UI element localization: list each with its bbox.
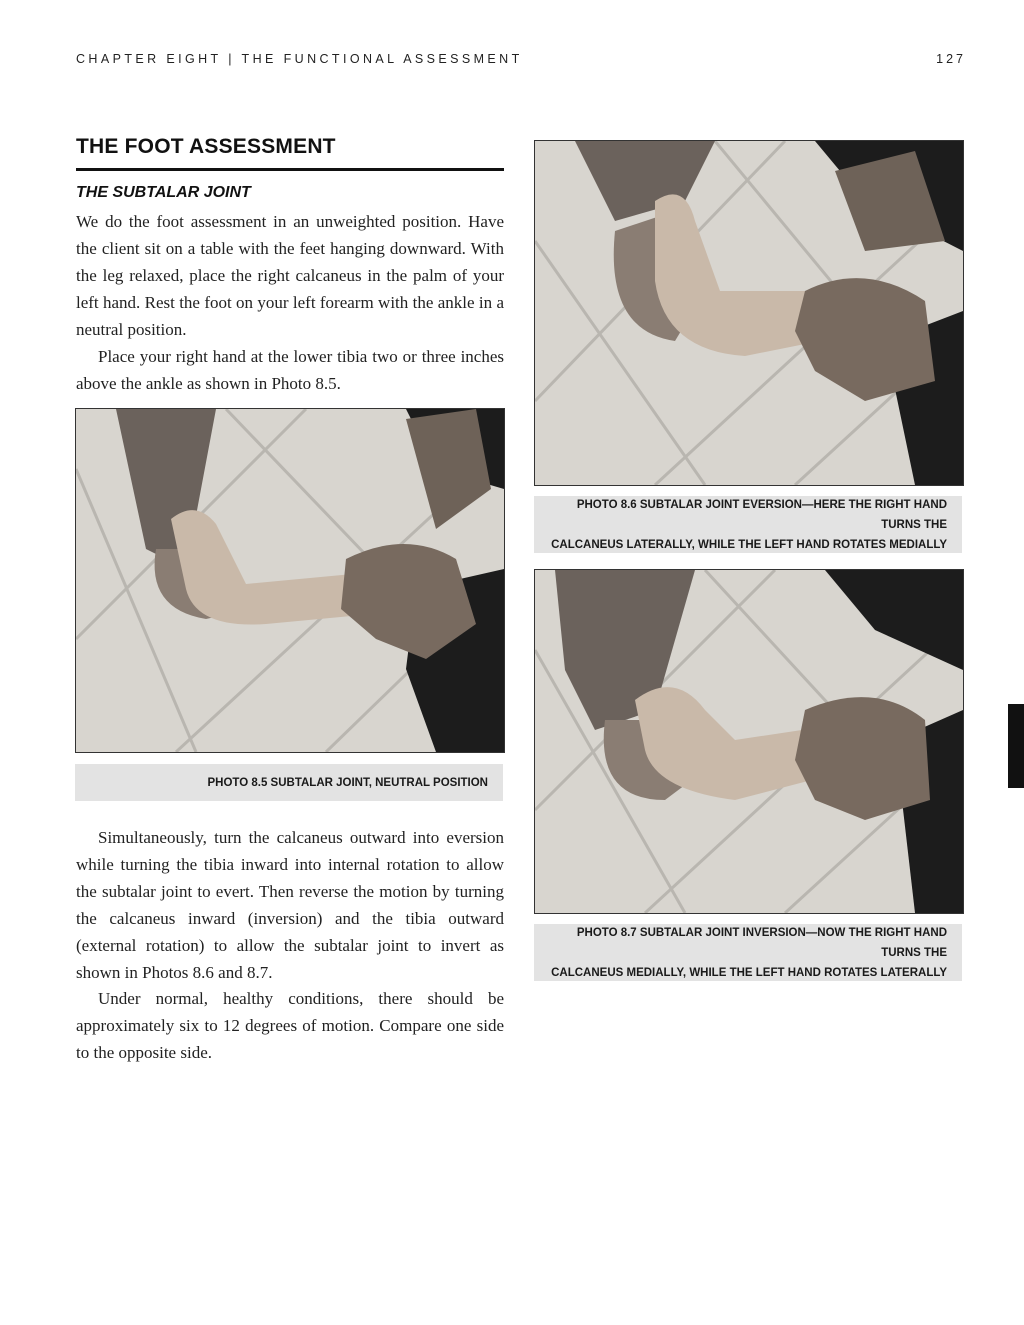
photo-8-7 bbox=[534, 569, 964, 914]
paragraph-3: Simultaneously, turn the calcaneus outward into eversion while turning the tibia inward into internal rotation to allow the subtalar joint to evert. Then reverse the motion by turning the calcaneus inward (inversion) and the tibia outward (external rotation) to allow the subtalar joint to invert as shown in Photos 8.6 and 8.7. bbox=[76, 828, 504, 982]
running-head bbox=[76, 52, 966, 70]
caption-8-7 bbox=[534, 924, 962, 981]
caption-8-7-line-2: CALCANEUS MEDIALLY, WHILE THE LEFT HAND ROTATES LATERALLY bbox=[551, 966, 947, 979]
paragraph-4: Under normal, healthy conditions, there should be approximately six to 12 degrees of motion. Compare one side to the opposite side. bbox=[76, 989, 504, 1062]
chapter-thumb-tab bbox=[1008, 704, 1024, 788]
caption-8-6 bbox=[534, 496, 962, 553]
photo-8-5 bbox=[75, 408, 505, 753]
caption-8-6-line-1: PHOTO 8.6 SUBTALAR JOINT EVERSION—HERE THE RIGHT HAND TURNS THE bbox=[576, 498, 947, 531]
photo-hands-holding-foot-inversion-icon bbox=[535, 570, 963, 913]
subsection-title: THE SUBTALAR JOINT bbox=[76, 184, 251, 201]
section-title: THE FOOT ASSESSMENT bbox=[76, 134, 504, 171]
paragraph-1: We do the foot assessment in an unweighted position. Have the client sit on a table with the feet hanging downward. With the leg relaxed, place the right calcaneus in the palm of your left hand. Rest the foot on your left forearm with the ankle in a neutral position. bbox=[76, 212, 504, 339]
paragraph-2: Place your right hand at the lower tibia two or three inches above the ankle as shown in Photo 8.5. bbox=[76, 347, 504, 393]
caption-8-5-line: PHOTO 8.5 SUBTALAR JOINT, NEUTRAL POSITION bbox=[207, 776, 488, 789]
photo-hands-holding-foot-eversion-icon bbox=[535, 141, 963, 485]
photo-hands-holding-foot-neutral-icon bbox=[76, 409, 504, 752]
caption-8-7-line-1: PHOTO 8.7 SUBTALAR JOINT INVERSION—NOW THE RIGHT HAND TURNS THE bbox=[576, 926, 947, 959]
caption-8-6-line-2: CALCANEUS LATERALLY, WHILE THE LEFT HAND ROTATES MEDIALLY bbox=[551, 538, 947, 551]
running-head-chapter: CHAPTER EIGHT | THE FUNCTIONAL ASSESSMENT bbox=[76, 52, 523, 66]
page-number: 127 bbox=[936, 52, 966, 66]
photo-8-6 bbox=[534, 140, 964, 486]
caption-8-5 bbox=[75, 764, 503, 801]
